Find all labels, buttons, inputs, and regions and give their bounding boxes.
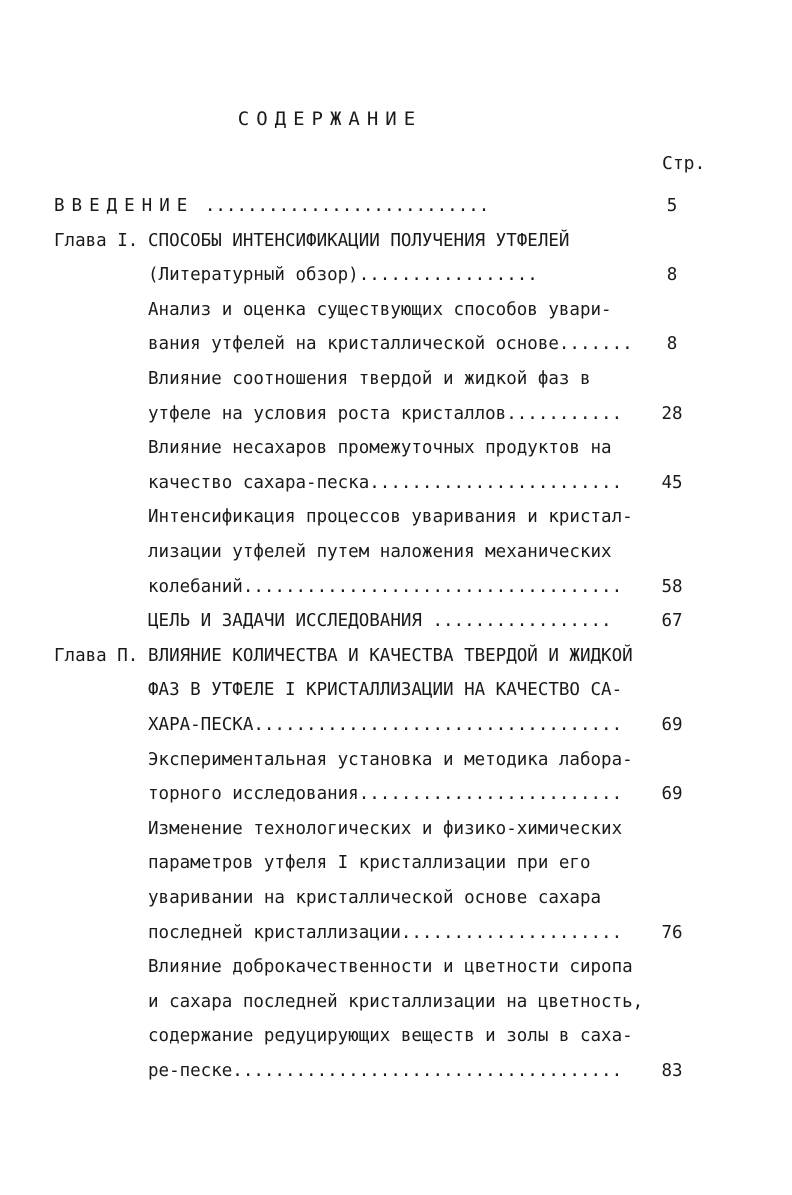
toc-line [0, 1061, 792, 1095]
toc-entry-text: (Литературный обзор)................. [148, 265, 538, 286]
toc-entry-text: лизации утфелей путем наложения механических [148, 542, 612, 562]
toc-entry-text: Влияние соотношения твердой и жидкой фаз в [148, 369, 591, 389]
toc-line [0, 888, 792, 922]
toc-line [0, 853, 792, 887]
toc-line [0, 265, 792, 299]
toc-line [0, 334, 792, 368]
toc-entry-text: Интенсификация процессов уваривания и кристал- [148, 507, 633, 528]
toc-line [0, 369, 792, 403]
page-number: 67 [661, 611, 683, 632]
page-column-header: Стр. [662, 153, 706, 174]
page-number: 69 [661, 715, 683, 735]
toc-line [0, 992, 792, 1026]
toc-entry-text: Изменение технологических и физико-химических [148, 818, 623, 839]
toc-line [0, 680, 792, 714]
toc-line [0, 819, 792, 853]
toc-entry-text: ВЛИЯНИЕ КОЛИЧЕСТВА И КАЧЕСТВА ТВЕРДОЙ И ЖИДКОЙ [148, 645, 633, 666]
toc-entry-text: параметров утфеля I кристаллизации при его [148, 853, 591, 874]
toc-entry-text: последней кристаллизации..................... [148, 922, 623, 943]
toc-line [0, 715, 792, 749]
toc-line [0, 507, 792, 541]
toc-entry-text: Экспериментальная установка и методика лабора- [148, 749, 633, 770]
toc-entry-text: содержание редуцирующих веществ и золы в саха- [148, 1026, 633, 1047]
page-number: 8 [666, 334, 678, 355]
page-number: 28 [661, 403, 683, 424]
chapter-label: Глава I. [54, 230, 139, 251]
chapter-label: Глава П. [54, 645, 139, 666]
toc-entry-text: качество сахара-песка........................ [148, 472, 623, 493]
toc-entry-text: торного исследования......................... [148, 784, 623, 805]
toc-line [0, 542, 792, 576]
toc-entry-text: ре-песке..................................... [148, 1061, 623, 1081]
page-number: 8 [666, 265, 678, 286]
toc-title: СОДЕРЖАНИЕ [237, 108, 423, 130]
page-number: 58 [661, 576, 683, 597]
toc-entry-text: Влияние доброкачественности и цветности сиропа [148, 957, 633, 978]
toc-entry-text: Влияние несахаров промежуточных продуктов на [148, 438, 612, 459]
toc-entry-text: Анализ и оценка существующих способов увари- [148, 299, 612, 320]
toc-line [0, 750, 792, 784]
page-number: 83 [661, 1061, 683, 1081]
toc-entry-text: ЦЕЛЬ И ЗАДАЧИ ИССЛЕДОВАНИЯ ................. [148, 611, 612, 632]
page-number: 69 [661, 784, 683, 805]
toc-line [0, 957, 792, 991]
toc-line [0, 473, 792, 507]
toc-line [0, 438, 792, 472]
toc-entry-text: и сахара последней кристаллизации на цветность, [148, 991, 644, 1012]
toc-line [0, 300, 792, 334]
toc-line [0, 923, 792, 957]
toc-entry-text: СПОСОБЫ ИНТЕНСИФИКАЦИИ ПОЛУЧЕНИЯ УТФЕЛЕЙ [148, 230, 570, 251]
page-number: 45 [661, 472, 683, 493]
toc-line [0, 611, 792, 645]
toc-entry-text: ФАЗ В УТФЕЛЕ I КРИСТАЛЛИЗАЦИИ НА КАЧЕСТВО СА- [148, 680, 623, 701]
toc-line [0, 646, 792, 680]
toc-entry-text: ВВЕДЕНИЕ ........................... [54, 196, 490, 216]
toc-line [0, 196, 792, 230]
page-number: 76 [661, 922, 683, 943]
toc-line [0, 784, 792, 818]
toc-entry-text: колебаний.................................... [148, 576, 623, 597]
toc-entry-text: ХАРА-ПЕСКА................................... [148, 715, 623, 735]
toc-entry-text: утфеле на условия роста кристаллов........... [148, 403, 623, 424]
page-number: 5 [666, 196, 678, 216]
toc-line [0, 1026, 792, 1060]
toc-line [0, 577, 792, 611]
toc-line [0, 231, 792, 265]
toc-entry-text: уваривании на кристаллической основе сахара [148, 888, 602, 908]
toc-entry-text: вания утфелей на кристаллической основе....... [148, 334, 633, 355]
toc-line [0, 404, 792, 438]
